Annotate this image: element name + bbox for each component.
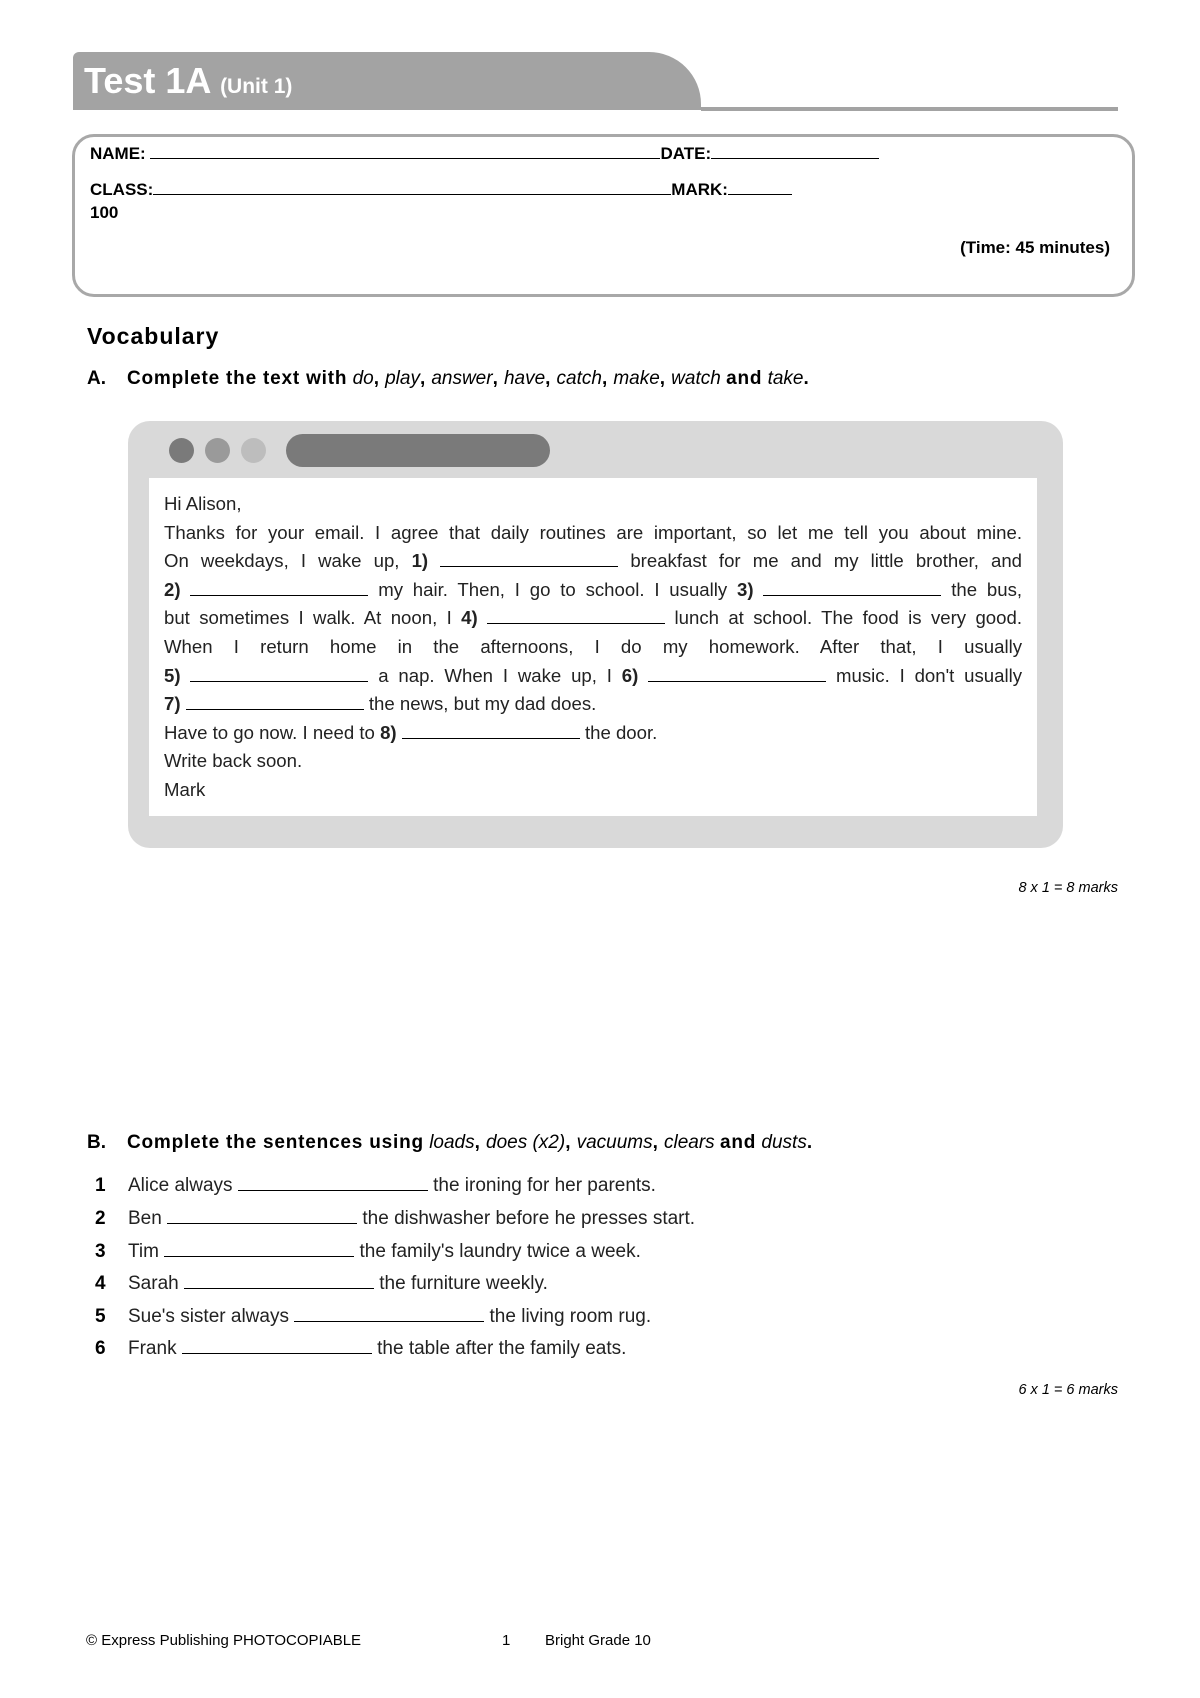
gap-blank[interactable] <box>190 579 368 596</box>
title-main: Test 1A <box>84 60 211 101</box>
marks-b: 6 x 1 = 6 marks <box>1018 1382 1118 1398</box>
section-heading-vocabulary: Vocabulary <box>87 323 220 349</box>
list-item: 6 Frank the table after the family eats. <box>95 1338 627 1359</box>
instruction-a-text: Complete the text with <box>127 368 348 389</box>
gap-blank[interactable] <box>182 1337 372 1354</box>
gap-blank[interactable] <box>184 1272 374 1289</box>
mark-field[interactable] <box>728 186 792 195</box>
date-label: DATE: <box>660 144 712 163</box>
gap-number: 5) <box>164 664 181 686</box>
footer-book-title: Bright Grade 10 <box>545 1632 651 1649</box>
gap-blank[interactable] <box>402 722 580 739</box>
footer-copyright: © Express Publishing PHOTOCOPIABLE <box>86 1632 362 1649</box>
time-limit: (Time: 45 minutes) <box>960 238 1110 257</box>
gap-blank[interactable] <box>167 1207 357 1224</box>
list-item: 4 Sarah the furniture weekly. <box>95 1273 548 1294</box>
mark-total: 100 <box>90 203 119 222</box>
word-option: make <box>613 368 660 389</box>
title-unit: (Unit 1) <box>220 75 293 98</box>
conjunction: and <box>726 368 763 389</box>
word-option: clears <box>663 1132 715 1153</box>
mark-label: MARK: <box>671 180 728 199</box>
word-option: vacuums <box>576 1132 653 1153</box>
list-item: 3 Tim the family's laundry twice a week. <box>95 1241 641 1262</box>
window-dot-icon <box>241 438 266 463</box>
word-option: play <box>385 368 420 389</box>
gap-number: 7) <box>164 693 181 715</box>
instruction-a: A. Complete the text with do, play, answer, have, catch, make, watch and take. <box>87 368 810 389</box>
gap-blank[interactable] <box>186 693 364 710</box>
header-rule <box>701 107 1118 111</box>
test-title <box>84 58 292 110</box>
class-row <box>90 179 792 200</box>
word-option: catch <box>556 368 602 389</box>
email-greeting: Hi Alison, <box>164 493 242 514</box>
gap-blank[interactable] <box>294 1305 484 1322</box>
name-field[interactable] <box>150 143 660 159</box>
gap-number: 2) <box>164 578 181 600</box>
email-signature: Mark <box>164 778 206 800</box>
email-line: but sometimes I walk. At noon, I 4) lunch at school. The food is very good. <box>164 607 1022 629</box>
gap-number: 6) <box>621 664 639 686</box>
gap-number: 3) <box>737 578 754 600</box>
gap-number: 8) <box>380 721 397 743</box>
email-line: 7) the news, but my dad does. <box>164 693 597 715</box>
name-row <box>90 143 879 164</box>
section-letter-a: A. <box>87 368 106 389</box>
list-item: 1 Alice always the ironing for her parents. <box>95 1175 656 1196</box>
class-label: CLASS: <box>90 180 154 199</box>
word-option: have <box>503 368 546 389</box>
date-field[interactable] <box>711 143 879 159</box>
email-line: 2) my hair. Then, I go to school. I usually 3) the bus, <box>164 578 1023 600</box>
name-label: NAME: <box>90 144 146 163</box>
gap-blank[interactable] <box>763 579 941 596</box>
email-line: On weekdays, I wake up, 1) breakfast for me and my little brother, and <box>164 550 1022 572</box>
class-field[interactable] <box>153 179 671 195</box>
word-option: watch <box>671 368 721 389</box>
window-dot-icon <box>169 438 194 463</box>
email-line: 5) a nap. When I wake up, I 6) music. I don't usually <box>164 664 1023 686</box>
address-bar <box>286 434 550 467</box>
list-item: 5 Sue's sister always the living room rug. <box>95 1306 652 1327</box>
email-line: When I return home in the afternoons, I do my homework. After that, I usually <box>164 635 1022 657</box>
word-option: answer <box>431 368 493 389</box>
email-line: Write back soon. <box>164 750 303 772</box>
list-item: 2 Ben the dishwasher before he presses start. <box>95 1208 696 1229</box>
email-line: Have to go now. I need to 8) the door. <box>164 721 658 743</box>
gap-blank[interactable] <box>487 607 665 624</box>
gap-blank[interactable] <box>440 550 618 567</box>
conjunction: and <box>719 1132 757 1153</box>
window-dot-icon <box>205 438 230 463</box>
word-option: take <box>767 368 804 389</box>
email-line: Thanks for your email. I agree that daily routines are important, so let me tell you about mine. <box>164 521 1022 543</box>
gap-number: 1) <box>411 550 429 572</box>
word-option: do <box>352 368 374 389</box>
word-option: loads <box>429 1132 475 1153</box>
marks-a: 8 x 1 = 8 marks <box>1018 880 1118 896</box>
page-number: 1 <box>502 1632 511 1649</box>
gap-number: 4) <box>461 607 478 629</box>
section-letter-b: B. <box>87 1132 106 1153</box>
word-option: does (x2) <box>486 1132 566 1153</box>
email-text <box>164 490 1022 805</box>
word-option: dusts <box>761 1132 807 1153</box>
gap-blank[interactable] <box>238 1174 428 1191</box>
gap-blank[interactable] <box>648 665 826 682</box>
gap-blank[interactable] <box>164 1240 354 1257</box>
instruction-b-text: Complete the sentences using <box>127 1132 424 1153</box>
instruction-b: B. Complete the sentences using loads, does (x2), vacuums, clears and dusts. <box>87 1132 813 1153</box>
gap-blank[interactable] <box>190 665 368 682</box>
